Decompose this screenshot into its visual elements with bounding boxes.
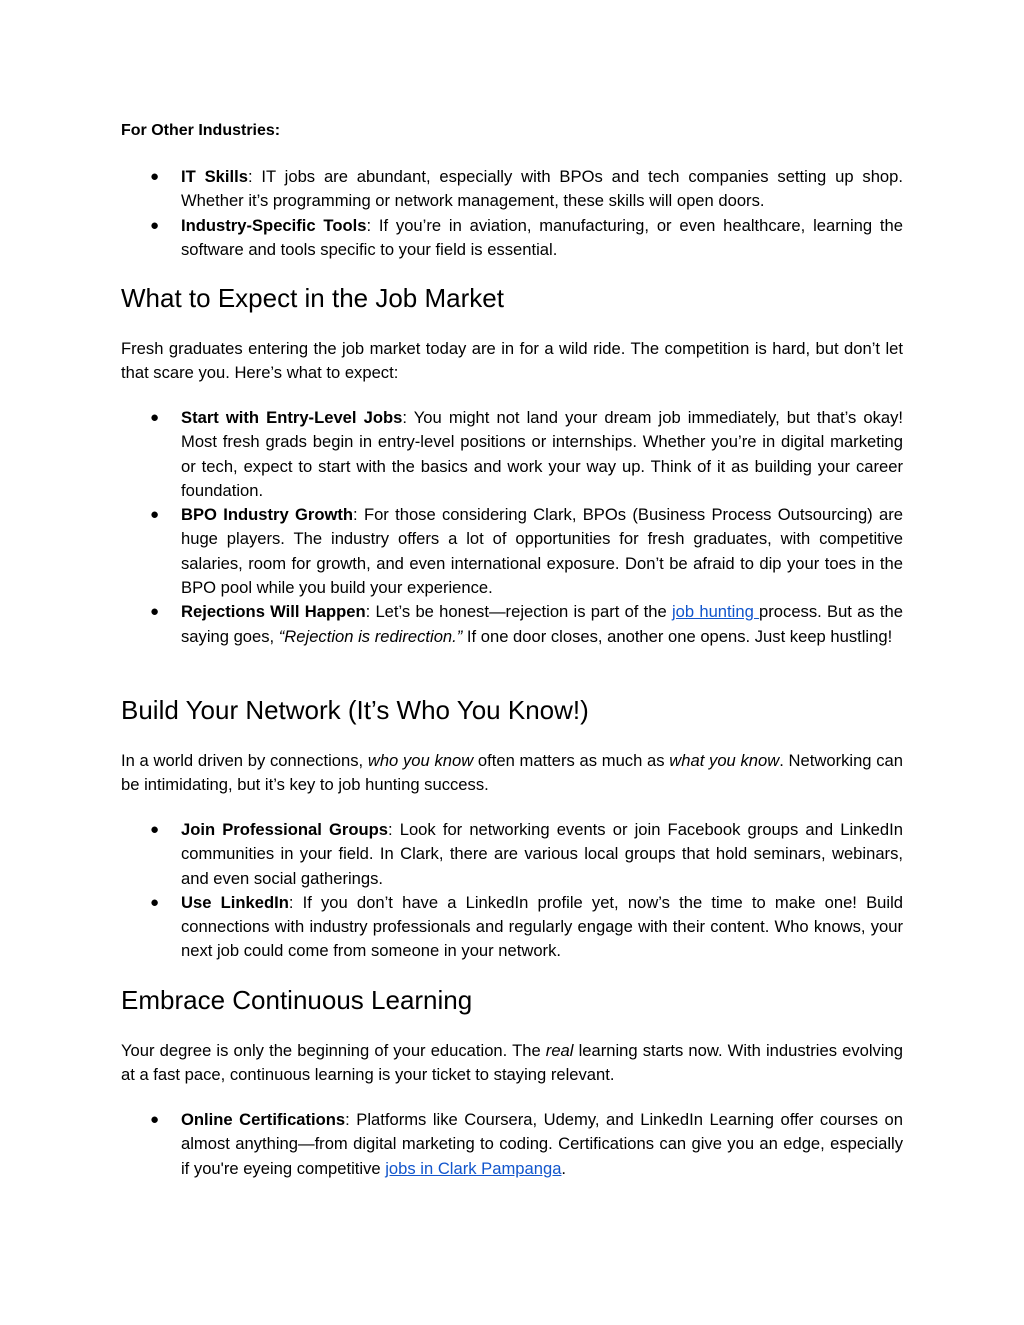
- section-heading-job-market: What to Expect in the Job Market: [121, 283, 504, 313]
- item-title: Rejections Will Happen: [181, 602, 366, 622]
- job-hunting-link[interactable]: job hunting: [671, 602, 760, 622]
- list-item: ● Use LinkedIn: If you don’t have a LinkedIn profile yet, now’s the time to make one! Build connections with industry professionals and regularly engage with their content. Who knows, your next job could come from someone in your network.: [150, 892, 903, 961]
- learning-list: [121, 1108, 903, 1181]
- list-item: ● Join Professional Groups: Look for networking events or join Facebook groups and LinkedIn communities in your field. In Clark, there are various local groups that hold seminars, webinars, and even social gatherings.: [150, 820, 903, 888]
- learning-intro: Your degree is only the beginning of your education. The real learning starts now. With industries evolving at a fast pace, continuous learning is your ticket to staying relevant.: [121, 1041, 903, 1085]
- item-text: If you don’t have a LinkedIn profile yet, now’s the time to make one! Build connections with industry professionals and regularly engage with their content. Who knows, your next job could come from someone in your network.: [181, 892, 903, 961]
- item-text: For those considering Clark, BPOs (Business Process Outsourcing) are huge players. The industry offers a lot of opportunities for fresh graduates, with competitive salaries, room for growth, and even international exposure. Don’t be afraid to dip your toes in the BPO pool while you build your experience.: [181, 505, 903, 598]
- item-title: Start with Entry-Level Jobs: [181, 408, 403, 427]
- item-title: IT Skills: [181, 167, 248, 186]
- section-heading-other-industries: For Other Industries:: [121, 122, 281, 139]
- bullet-icon: ●: [150, 409, 160, 426]
- list-item: ● Start with Entry-Level Jobs: You might not land your dream job immediately, but that’s okay! Most fresh grads begin in entry-level positions or internships. Whether you’re in digital marketing or tech, expect to start with the basics and work your way up. Think of it as building your career foundation.: [150, 408, 904, 500]
- other-industries-list: [121, 165, 903, 262]
- item-title: Use LinkedIn: [181, 892, 289, 912]
- item-text: IT jobs are abundant, especially with BPOs and tech companies setting up shop. Whether it’s programming or network management, these skills will open doors.: [181, 167, 903, 211]
- bullet-icon: ●: [150, 506, 160, 524]
- section-heading-continuous-learning: Embrace Continuous Learning: [121, 985, 473, 1015]
- job-market-intro: Fresh graduates entering the job market today are in for a wild ride. The competition is hard, but don’t let that scare you. Here’s what to expect:: [121, 339, 903, 383]
- item-title: Online Certifications: [181, 1110, 346, 1129]
- job-market-list: [121, 406, 903, 649]
- list-item: ● BPO Industry Growth: For those considering Clark, BPOs (Business Process Outsourcing) are huge players. The industry offers a lot of opportunities for fresh graduates, with competitive salaries, room for growth, and even international exposure. Don’t be afraid to dip your toes in the BPO pool while you build your experience.: [150, 505, 903, 598]
- network-intro: In a world driven by connections, who you know often matters as much as what you know. Networking can be intimidating, but it’s key to job hunting success.: [121, 751, 903, 795]
- bullet-icon: ●: [150, 1111, 160, 1128]
- item-title: BPO Industry Growth: [181, 505, 354, 525]
- item-text: Look for networking events or join Facebook groups and LinkedIn communities in your field. In Clark, there are various local groups that hold seminars, webinars, and even social gatherings.: [181, 820, 903, 888]
- bullet-icon: ●: [150, 168, 160, 185]
- list-item: ● Rejections Will Happen: Let’s be honest—rejection is part of the job hunting process. But as the saying goes, “Rejection is redirection.” If one door closes, another one opens. Just keep hustling!: [150, 602, 903, 646]
- bullet-icon: ●: [150, 893, 160, 911]
- network-list: [121, 818, 903, 964]
- list-item: ● IT Skills: IT jobs are abundant, especially with BPOs and tech companies setting up shop. Whether it’s programming or network management, these skills will open doors.: [150, 167, 903, 211]
- bullet-icon: ●: [150, 603, 160, 621]
- item-title: Industry-Specific Tools: [181, 215, 367, 235]
- jobs-in-clark-link[interactable]: jobs in Clark Pampanga: [385, 1158, 562, 1178]
- item-text: If you’re in aviation, manufacturing, or even healthcare, learning the software and tools specific to your field is essential.: [181, 215, 903, 259]
- list-item: ● Online Certifications: Platforms like Coursera, Udemy, and LinkedIn Learning offer courses on almost anything—from digital marketing to coding. Certifications can give you an edge, especially if you're eyeing competitive jobs in Clark Pampanga.: [150, 1110, 903, 1178]
- item-title: Join Professional Groups: [181, 820, 388, 839]
- bullet-icon: ●: [150, 216, 160, 234]
- list-item: ● Industry-Specific Tools: If you’re in aviation, manufacturing, or even healthcare, learning the software and tools specific to your field is essential.: [150, 215, 903, 259]
- bullet-icon: ●: [150, 821, 160, 838]
- section-heading-build-network: Build Your Network (It’s Who You Know!): [121, 695, 589, 725]
- item-text: You might not land your dream job immediately, but that’s okay! Most fresh grads begin in entry-level positions or internships. Whether you’re in digital marketing or tech, expect to start with the basics and work your way up. Think of it as building your career foundation.: [181, 408, 904, 500]
- quote-text: “Rejection is redirection.”: [278, 626, 463, 646]
